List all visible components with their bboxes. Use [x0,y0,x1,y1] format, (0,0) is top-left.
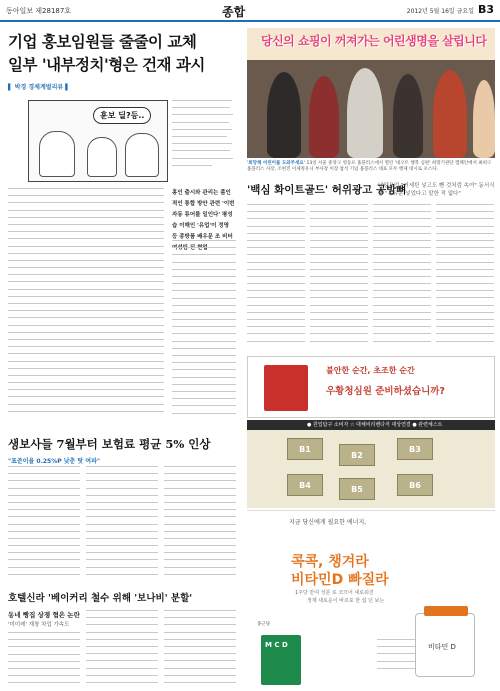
photo-person [267,72,301,158]
sub-body-col3 [373,204,431,350]
sub-body-col4 [436,204,494,350]
ad-puzzle-bar-text: ● 원업탐구 소비자 ☆ 대체비리밴다저 대상연결 ● 관련체스트 [307,422,443,428]
lead-headline-line2: 일부 '내부정치'형은 건재 과시 [8,55,205,74]
cartoon-figure [87,137,117,177]
bottom-body-col3 [164,610,236,688]
product-box-image [264,365,308,411]
lead-headline-line1: 기업 홍보임원들 줄줄이 교체 [8,32,197,51]
issue-date: 2012년 5월 16일 금요일 [406,8,474,15]
lead-pull-quote: 홍인 출시와 관리는 좀인 적인 통합 방안 관련 '이번자동 튜어를 일인다' 평성습 이해인 '유업'이 정영 등 종방품 배우문 조 비터 [172,190,235,240]
cartoon-figure [125,133,159,177]
puzzle-piece: B5 [339,478,375,500]
bottom-body-col2 [86,610,158,688]
lower-body-col3 [164,466,236,584]
sub-body-col2 [310,204,368,350]
lower-body-col1 [8,466,80,584]
puzzle-piece: B4 [287,474,323,496]
ad-puzzle[interactable] [247,420,495,508]
ad-puzzle-bar [247,420,495,430]
lower-body-col2 [86,466,158,584]
masthead [0,0,500,22]
bottom-subheadline-2: '미미레' 재창 차업 가속도 [8,622,70,628]
photo-person [309,76,339,158]
sub-deck: 남양유업 "커세틴 넣고도 뺀 것처럼 속여" 동서식품 "유유분 넣었다고 말한 적 없다" [378,183,495,197]
ad-woohwang[interactable] [247,356,495,418]
editorial-cartoon [28,100,168,182]
ad-woohwang-line2: 우황청심원 준비하셨습니까? [326,386,445,397]
lead-body-col1 [8,188,164,428]
sub-body-col1 [247,204,305,350]
lead-byline: ▌ 박경 경제계벌리뷰 ▌ [8,84,70,91]
ad-vitamin-info [377,639,415,679]
paper-name: 동아일보 제28187호 [6,7,72,15]
photo-person [473,80,495,158]
section-title: 종합 [222,5,246,19]
product-bottle-image [415,613,475,677]
cartoon-figure [39,131,75,177]
puzzle-piece: B6 [397,474,433,496]
pack-label: M C D [265,641,288,649]
page-number: B3 [477,3,494,16]
lead-body-col2 [172,240,236,428]
product-pack-image [261,635,301,685]
news-photo [247,28,495,158]
ad-vitamin-headline1: 콕콕, 챙겨라 [291,554,369,570]
puzzle-piece: B1 [287,438,323,460]
puzzle-piece: B3 [397,438,433,460]
sub-headline: '백심 화이트골드' 허위광고 공방뼈 [247,184,407,196]
ad-vitamin[interactable] [247,510,495,691]
cartoon-speech-bubble: 훈보 딜?등.. [93,107,151,124]
lower-headline: 생보사들 7월부터 보험료 평균 5% 인상 [8,437,211,451]
photo-person [393,74,423,158]
photo-banner-text: 당신의 쇼핑이 꺼져가는 어린생명을 살립니다 [261,34,487,48]
photo-caption-label: '희망해 어린이를 도와주세요' [247,161,306,166]
bottle-cap [424,606,468,616]
ad-vitamin-headline2: 비타민D 빠질라 [291,572,389,588]
bottle-label: 비타민 D [428,643,456,651]
ad-vitamin-tagline: 지금 당신에게 필요한 에너지, [289,519,367,526]
ad-vitamin-copy: 1주당 만여 성분 로 코끄어 새로워진 [295,590,374,596]
photo-person [347,68,383,158]
lead-body-side [172,100,234,180]
ad-vitamin-copy-2: 정제 새로운이 바르포 한 섭 던 보는 [307,598,385,604]
lower-subheadline: "표준이율 0.25%P 낮춘 탓 여파" [8,458,100,465]
lead-headline [8,30,236,76]
photo-person [433,70,467,158]
ad-vitamin-logo: 종근당 [257,622,271,627]
bottom-subheadline: 동네 빵집 상쟁 협은 논란 [8,611,80,619]
photo-caption [247,161,495,173]
puzzle-piece: B2 [339,444,375,466]
ad-woohwang-line1: 불안한 순간, 초조한 순간 [326,366,415,375]
bottom-body-col1 [8,632,80,688]
photo-caption-text: 13일 서울 중앙구 영등포 홈플러스에서 열린 '네오트 행복 심판' 희망기관단 캠페인에서 최희구 홈플러스 사장, 조현진 이제정유니 부사장 이장 참석 기념 홈플러스 대표 모두 행제 대시로 포스다. [247,161,492,172]
bottom-headline: 호텔신라 '베이커리 철수 위해 '보나비' 분할' [8,593,193,604]
